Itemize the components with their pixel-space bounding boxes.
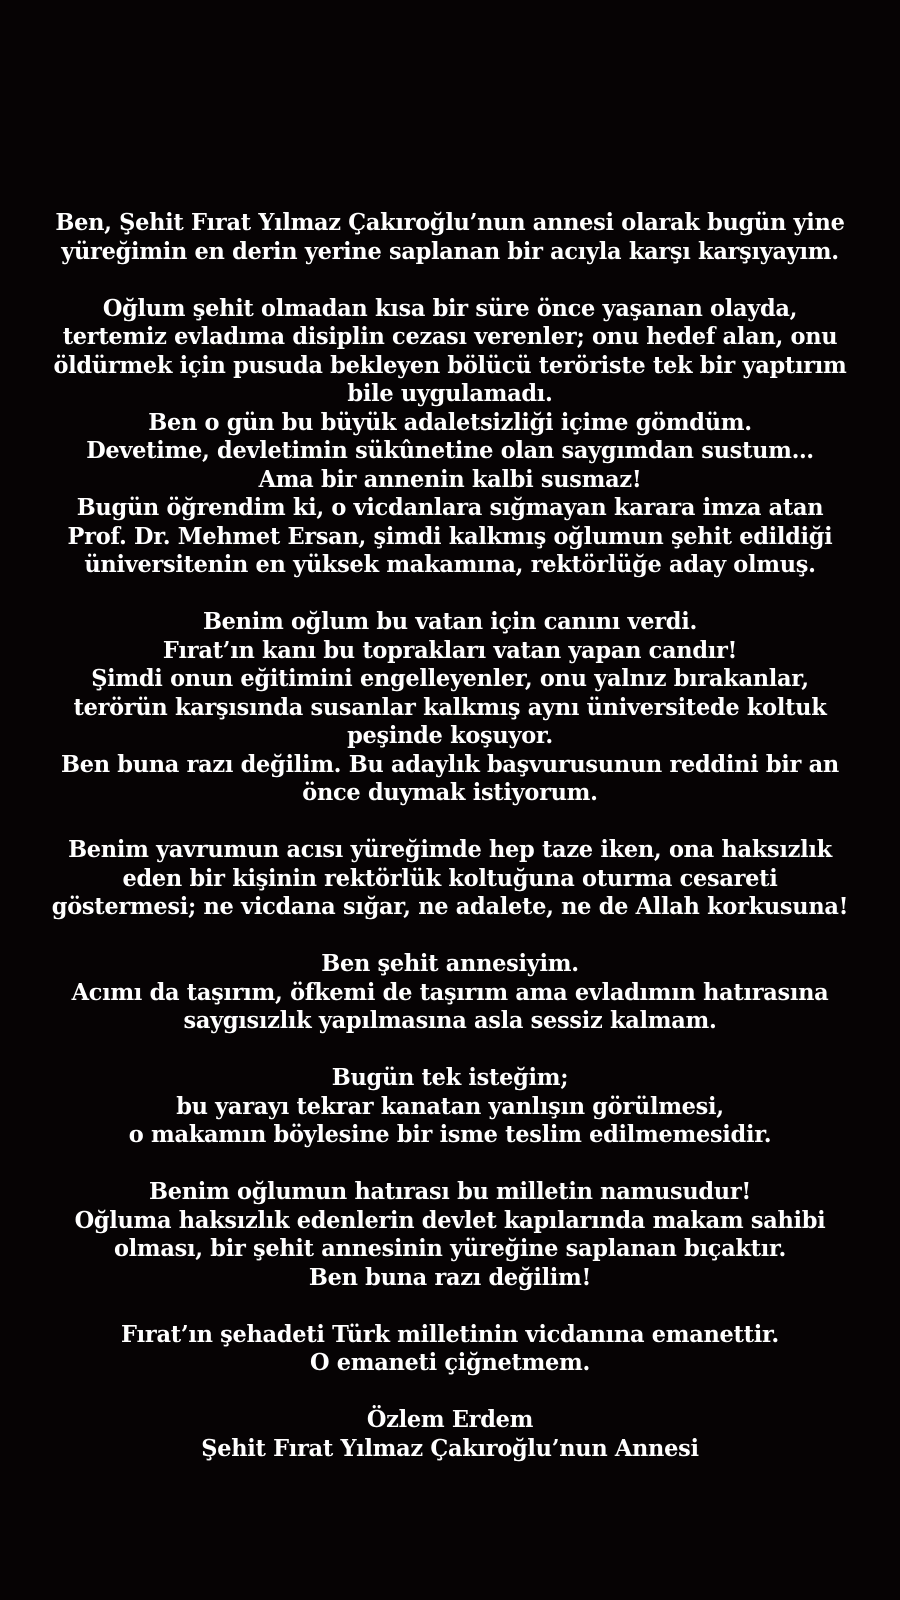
paragraph <box>0 294 900 579</box>
text-line: Ben şehit annesiyim. <box>321 949 579 977</box>
text-line: Bugün tek isteğim; <box>331 1063 569 1091</box>
text-line: Prof. Dr. Mehmet Ersan, şimdi kalkmış oğlumun şehit edildiği <box>67 521 833 550</box>
paragraph <box>0 208 900 265</box>
paragraph <box>0 1063 900 1149</box>
text-line: bile uygulamadı. <box>347 379 553 407</box>
text-line: eden bir kişinin rektörlük koltuğuna oturma cesareti <box>122 863 778 892</box>
text-line: Oğluma haksızlık edenlerin devlet kapılarında makam sahibi <box>74 1205 826 1234</box>
letter-text <box>0 208 900 1462</box>
text-line: peşinde koşuyor. <box>347 721 553 749</box>
text-line: Fırat’ın şehadeti Türk milletinin vicdanına emanettir. <box>121 1319 779 1348</box>
text-line: yüreğimin en derin yerine saplanan bir acıyla karşı karşıyayım. <box>61 236 839 265</box>
paragraph <box>0 1320 900 1377</box>
paragraph <box>0 949 900 1035</box>
text-line: önce duymak istiyorum. <box>302 778 598 806</box>
text-line: öldürmek için pusuda bekleyen bölücü teröriste tek bir yaptırım <box>53 350 847 379</box>
paragraph <box>0 607 900 807</box>
text-line: bu yarayı tekrar kanatan yanlışın görülmesi, <box>176 1091 724 1120</box>
text-line: Benim yavrumun acısı yüreğimde hep taze iken, ona haksızlık <box>68 835 832 863</box>
text-line: Devetime, devletimin sükûnetine olan saygımdan sustum… <box>86 436 814 464</box>
paragraph <box>0 835 900 921</box>
text-line: terörün karşısında susanlar kalkmış aynı üniversitede koltuk <box>73 692 827 721</box>
text-line: Fırat’ın kanı bu toprakları vatan yapan candır! <box>162 635 738 664</box>
signature-block <box>0 1405 900 1462</box>
text-line: Özlem Erdem <box>366 1405 534 1433</box>
text-line: Ben, Şehit Fırat Yılmaz Çakıroğlu’nun annesi olarak bugün yine <box>55 208 845 236</box>
text-line: Şehit Fırat Yılmaz Çakıroğlu’nun Annesi <box>201 1433 699 1462</box>
text-line: olması, bir şehit annesinin yüreğine saplanan bıçaktır. <box>113 1234 787 1262</box>
text-line: Benim oğlum bu vatan için canını verdi. <box>202 607 697 635</box>
text-line: Şimdi onun eğitimini engelleyenler, onu yalnız bırakanlar, <box>91 664 809 692</box>
text-line: Acımı da taşırım, öfkemi de taşırım ama evladımın hatırasına <box>71 977 829 1006</box>
text-line: Ben buna razı değilim! <box>308 1262 592 1291</box>
paragraph <box>0 1177 900 1291</box>
text-line: tertemiz evladıma disiplin cezası verenler; onu hedef alan, onu <box>62 322 838 350</box>
text-line: Benim oğlumun hatırası bu milletin namusudur! <box>149 1177 751 1205</box>
text-line: Bugün öğrendim ki, o vicdanlara sığmayan karara imza atan <box>76 493 824 521</box>
text-line: üniversitenin en yüksek makamına, rektörlüğe aday olmuş. <box>84 550 816 578</box>
text-line: Oğlum şehit olmadan kısa bir süre önce yaşanan olayda, <box>102 293 798 322</box>
text-line: Ama bir annenin kalbi susmaz! <box>258 464 642 493</box>
text-line: O emaneti çiğnetmem. <box>309 1348 591 1376</box>
text-line: o makamın böylesine bir isme teslim edilmemesidir. <box>128 1120 772 1148</box>
text-line: Ben o gün bu büyük adaletsizliği içime gömdüm. <box>148 407 752 436</box>
text-line: Ben buna razı değilim. Bu adaylık başvurusunun reddini bir an <box>61 749 839 778</box>
text-line: saygısızlık yapılmasına asla sessiz kalmam. <box>183 1006 717 1034</box>
text-line: göstermesi; ne vicdana sığar, ne adalete, ne de Allah korkusuna! <box>51 892 849 920</box>
